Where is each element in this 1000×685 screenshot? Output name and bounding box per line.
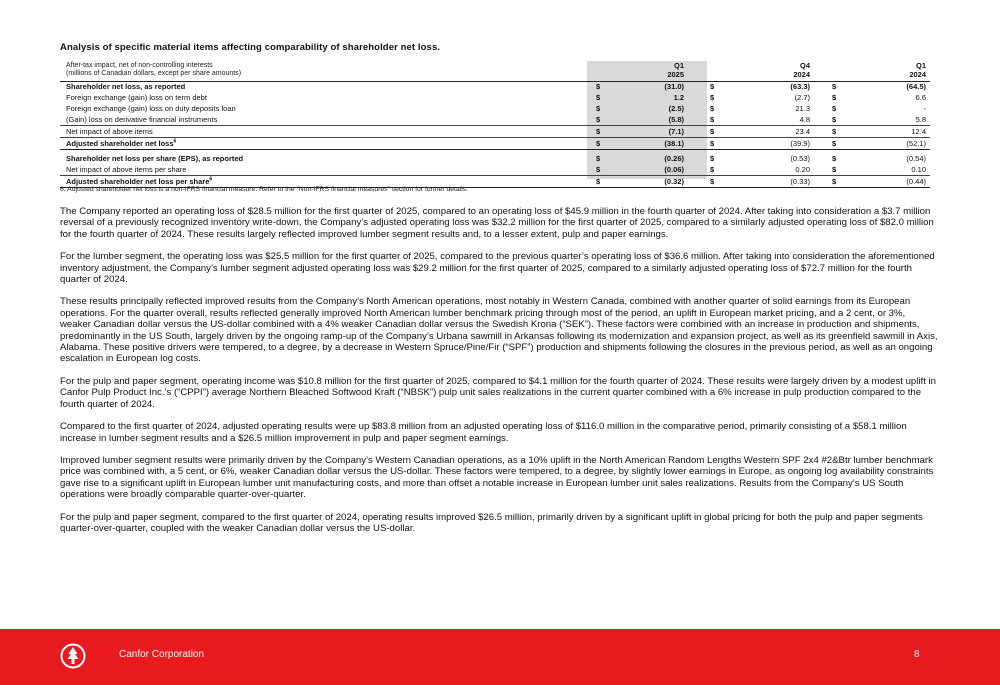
- currency-symbol: $: [596, 104, 601, 113]
- table-header-label: After-tax impact, net of non-controlling interests (millions of Canadian dollars, except per share amounts): [66, 62, 242, 77]
- currency-symbol: $: [832, 82, 837, 91]
- row-label: Net impact of above items: [66, 127, 153, 136]
- currency-symbol: $: [710, 177, 715, 186]
- currency-symbol: $: [596, 139, 601, 148]
- currency-symbol: $: [832, 93, 837, 102]
- cell-q4-2024: (63.3): [790, 82, 810, 91]
- currency-symbol: $: [596, 177, 601, 186]
- paragraph: For the pulp and paper segment, operating income was $10.8 million for the first quarter of 2025, compared to $4.1 million for the fourth quarter of 2024. These results were largely driven by a modest uplift in Canfor Pulp Product Inc.’s (“CPPI”) average Northern Bleached Softwood Kraft (“NBSK”) pulp unit sales realizations in the current quarter combined with a 6% increase in pulp production compared to the fourth quarter of 2024.: [60, 375, 936, 410]
- paragraph: Improved lumber segment results were primarily driven by the Company’s Western Canadian operations, as a 10% uplift in the North American Random Lengths Western SPF 2x4 #2&Btr lumber benchmark price was combined with, a 5 cent, or 6%, weaker Canadian dollar versus the US-dollar. These factors were tempered, to a degree, by slightly lower earnings in Europe, as ongoing log availability constraints gave rise to a significant uplift in European lumber unit manufacturing costs, and more than offset a notable increase in European lumber unit sales realizations. Results from the Company’s US South operations were broadly comparable quarter-over-quarter.: [60, 454, 934, 501]
- row-label: Adjusted shareholder net loss$^6$: [66, 138, 177, 148]
- cell-q1-2024: -: [923, 104, 926, 113]
- cell-q1-2025: (0.06): [664, 165, 684, 174]
- column-header-q4-2024: Q4 2024: [793, 61, 810, 79]
- footer-brand: Canfor Corporation: [119, 649, 205, 660]
- cell-q1-2025: (7.1): [668, 127, 684, 136]
- table-row: [60, 103, 930, 114]
- cell-q1-2024: (52.1): [906, 139, 926, 148]
- currency-symbol: $: [832, 177, 837, 186]
- currency-symbol: $: [832, 104, 837, 113]
- row-label: Shareholder net loss per share (EPS), as reported: [66, 154, 244, 163]
- body-text: [60, 206, 938, 545]
- cell-q1-2025: (0.32): [664, 177, 684, 186]
- currency-symbol: $: [832, 115, 837, 124]
- cell-q1-2024: (0.44): [906, 177, 926, 186]
- cell-q4-2024: 23.4: [795, 127, 810, 136]
- currency-symbol: $: [710, 139, 715, 148]
- currency-symbol: $: [832, 165, 837, 174]
- row-label: Foreign exchange (gain) loss on duty deposits loan: [66, 104, 236, 113]
- column-header-q1-2024: Q1 2024: [909, 61, 926, 79]
- section-title: Analysis of specific material items affecting comparability of shareholder net loss.: [60, 42, 441, 53]
- cell-q4-2024: (0.33): [790, 177, 810, 186]
- currency-symbol: $: [710, 115, 715, 124]
- table-header: [60, 61, 930, 81]
- currency-symbol: $: [596, 115, 601, 124]
- currency-symbol: $: [710, 82, 715, 91]
- currency-symbol: $: [832, 154, 837, 163]
- currency-symbol: $: [710, 104, 715, 113]
- row-label: Net impact of above items per share: [66, 165, 187, 174]
- currency-symbol: $: [596, 127, 601, 136]
- page-number: 8: [914, 649, 920, 660]
- currency-symbol: $: [710, 93, 715, 102]
- currency-symbol: $: [596, 154, 601, 163]
- cell-q1-2025: (31.0): [664, 82, 684, 91]
- table-row: [60, 81, 930, 92]
- cell-q1-2025: (0.26): [664, 154, 684, 163]
- cell-q1-2024: 12.4: [911, 127, 926, 136]
- column-header-q1-2025: Q1 2025: [667, 61, 684, 79]
- currency-symbol: $: [832, 127, 837, 136]
- table-row: [60, 153, 930, 164]
- cell-q1-2025: (38.1): [664, 139, 684, 148]
- cell-q4-2024: (2.7): [794, 93, 810, 102]
- paragraph: The Company reported an operating loss of $28.5 million for the first quarter of 2025, compared to an operating loss of $45.9 million in the fourth quarter of 2024. After taking into consideration a $3.7 million reversal of a previously recognized inventory write-down, the Company’s adjusted operating loss was $32.2 million for the first quarter of 2025, compared to a similarly adjusted operating loss of $82.0 million for the fourth quarter of 2024. These results largely reflected improved lumber segment results and, to a lesser extent, pulp and paper earnings.: [60, 206, 934, 240]
- section-rule: [60, 149, 930, 150]
- row-label: Adjusted shareholder net loss per share$^6$: [66, 176, 213, 186]
- currency-symbol: $: [832, 139, 837, 148]
- footnote-mark: 6: [173, 138, 177, 145]
- cell-q4-2024: 21.3: [795, 104, 810, 113]
- paragraph: For the lumber segment, the operating loss was $25.5 million for the first quarter of 2025, compared to the previous quarter’s operating loss of $36.6 million. After taking into consideration the aforementioned inventory adjustment, the Company’s lumber segment adjusted operating loss was $29.2 million for the first quarter of 2025, compared to a similarly adjusted operating loss of $72.7 million for the fourth quarter of 2024.: [60, 251, 935, 286]
- row-label: (Gain) loss on derivative financial instruments: [66, 115, 218, 124]
- cell-q1-2025: (2.5): [668, 104, 684, 113]
- currency-symbol: $: [710, 154, 715, 163]
- cell-q1-2025: (5.8): [668, 115, 684, 124]
- paragraph: For the pulp and paper segment, compared to the first quarter of 2024, operating results improved $26.5 million, primarily driven by a significant uplift in global pricing for both the pulp and paper segments quarter-over-quarter, coupled with the weaker Canadian dollar versus the US-dollar.: [60, 511, 923, 534]
- page-footer: [0, 629, 1000, 685]
- paragraph: These results principally reflected improved results from the Company’s North American operations, most notably in Western Canada, combined with another quarter of solid earnings from its European operations. For the quarter overall, results reflected generally improved North American lumber benchmark pricing through most of the period, an uplift in European market pricing, and a 2 cent, or 3%, weaker Canadian dollar versus the US-dollar combined with a 4% weaker Canadian dollar versus the Swedish Krona (“SEK”). These factors were combined with an increase in production and shipments, predominantly in the US South, largely driven by the ongoing ramp-up of the Company’s Urbana sawmill in Arkansas following its modernization and expansion project, as well as its greenfield sawmill in Axis, Alabama. These positive drivers were tempered, to a degree, by a decrease in Western Spruce/Pine/Fir (“SPF”) production and shipments following the closures in the previous period, as well as an ongoing escalation in European log costs.: [60, 296, 938, 365]
- cell-q1-2024: (64.5): [906, 82, 926, 91]
- currency-symbol: $: [596, 82, 601, 91]
- footnote: 6. Adjusted shareholder net loss is a non-IFRS financial measure. Refer to the “Non-IFRS financial measures” section for further details.: [60, 186, 469, 193]
- table-row: [60, 92, 930, 103]
- cell-q1-2024: 6.6: [915, 93, 926, 102]
- currency-symbol: $: [596, 165, 601, 174]
- footnote-mark: 6: [209, 176, 213, 183]
- row-label: Foreign exchange (gain) loss on term debt: [66, 93, 207, 102]
- row-label: Shareholder net loss, as reported: [66, 82, 186, 91]
- cell-q1-2024: 5.8: [915, 115, 926, 124]
- cell-q1-2024: (0.54): [906, 154, 926, 163]
- cell-q4-2024: (0.53): [790, 154, 810, 163]
- comparability-table: [60, 61, 930, 187]
- paragraph: Compared to the first quarter of 2024, adjusted operating results were up $83.8 million from an adjusted operating loss of $116.0 million in the comparative period, primarily consisting of a $58.1 million increase in lumber segment results and a $26.5 million improvement in pulp and paper segment earnings.: [60, 421, 907, 444]
- currency-symbol: $: [710, 165, 715, 174]
- cell-q1-2025: 1.2: [673, 93, 684, 102]
- cell-q4-2024: 0.20: [795, 165, 810, 174]
- cell-q1-2024: 0.10: [911, 165, 926, 174]
- currency-symbol: $: [596, 93, 601, 102]
- cell-q4-2024: 4.8: [799, 115, 810, 124]
- cell-q4-2024: (39.9): [790, 139, 810, 148]
- canfor-tree-logo-icon: [60, 643, 86, 669]
- currency-symbol: $: [710, 127, 715, 136]
